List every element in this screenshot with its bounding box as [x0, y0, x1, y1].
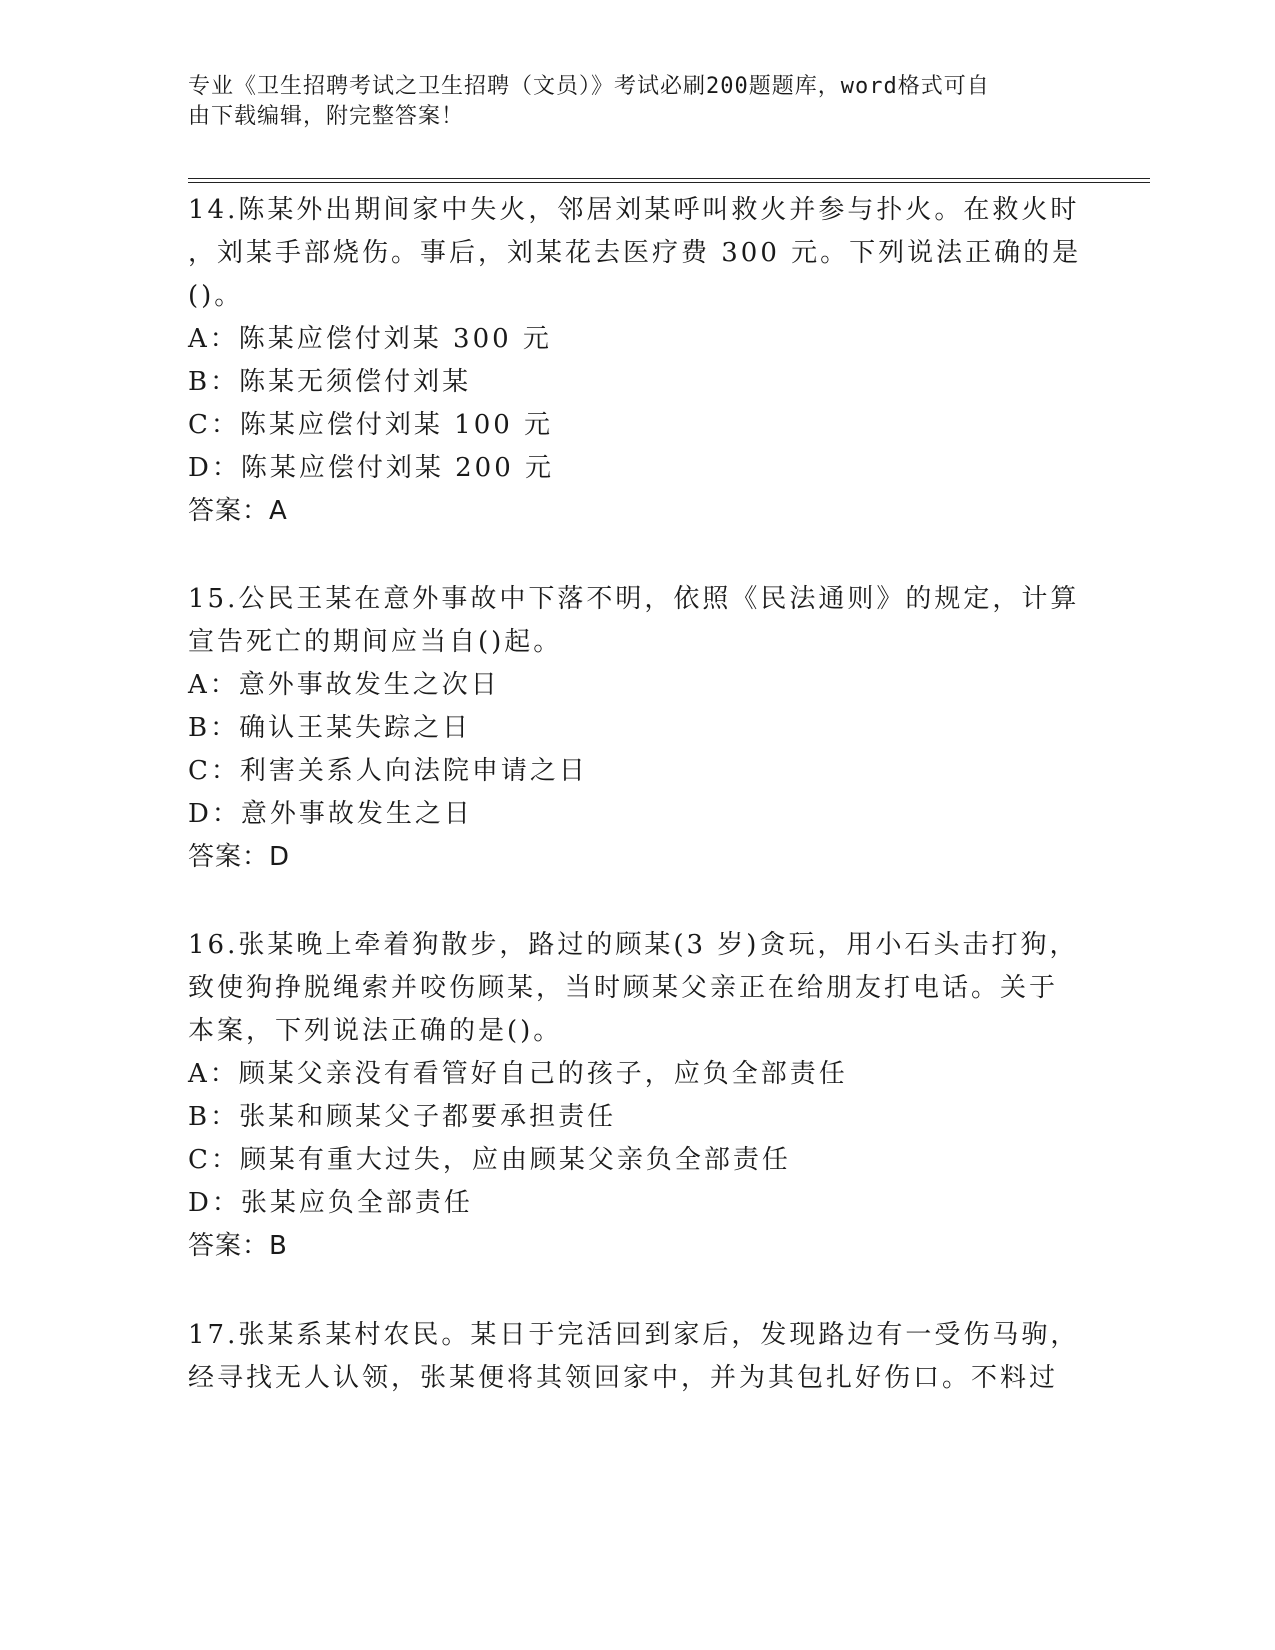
option-b: B：张某和顾某父子都要承担责任 — [188, 1102, 617, 1132]
option-a: A：陈某应偿付刘某 300 元 — [188, 324, 552, 354]
document-header — [188, 72, 1068, 132]
question-stem-line: 致使狗挣脱绳索并咬伤顾某，当时顾某父亲正在给朋友打电话。关于 — [188, 973, 1059, 1003]
header-line-1: 专业《卫生招聘考试之卫生招聘（文员）》考试必刷200题题库，word格式可自 — [188, 74, 990, 99]
header-divider-bottom — [188, 182, 1150, 183]
option-d: D：张某应负全部责任 — [188, 1188, 473, 1218]
option-d: D：陈某应偿付刘某 200 元 — [188, 453, 555, 483]
question-stem-line: ，刘某手部烧伤。事后，刘某花去医疗费 300 元。下列说法正确的是 — [188, 238, 1082, 268]
answer-line: 答案：D — [188, 842, 291, 872]
answer-line: 答案：A — [188, 496, 288, 526]
question-stem-line: 本案，下列说法正确的是()。 — [188, 1016, 563, 1046]
option-b: B：陈某无须偿付刘某 — [188, 367, 472, 397]
option-a: A：顾某父亲没有看管好自己的孩子，应负全部责任 — [188, 1059, 848, 1089]
question-stem-line: 17.张某系某村农民。某日于完活回到家后，发现路边有一受伤马驹， — [188, 1320, 1080, 1350]
question-stem-line: 经寻找无人认领，张某便将其领回家中，并为其包扎好伤口。不料过 — [188, 1363, 1059, 1393]
question-stem-line: 16.张某晚上牵着狗散步，路过的顾某(3 岁)贪玩，用小石头击打狗， — [188, 930, 1079, 960]
question-stem-line: 15.公民王某在意外事故中下落不明，依照《民法通则》的规定，计算 — [188, 584, 1080, 614]
question-stem-line: 宣告死亡的期间应当自()起。 — [188, 627, 563, 657]
question-stem-line: ()。 — [188, 281, 244, 311]
header-divider-top — [188, 178, 1150, 179]
header-line-2: 由下载编辑，附完整答案！ — [188, 104, 465, 129]
option-c: C：顾某有重大过失，应由顾某父亲负全部责任 — [188, 1145, 791, 1175]
option-c: C：陈某应偿付刘某 100 元 — [188, 410, 554, 440]
option-a: A：意外事故发生之次日 — [188, 670, 500, 700]
option-b: B：确认王某失踪之日 — [188, 713, 472, 743]
option-c: C：利害关系人向法院申请之日 — [188, 756, 588, 786]
option-d: D：意外事故发生之日 — [188, 799, 473, 829]
answer-line: 答案：B — [188, 1231, 288, 1261]
question-stem-line: 14.陈某外出期间家中失火，邻居刘某呼叫救火并参与扑火。在救火时 — [188, 195, 1080, 225]
